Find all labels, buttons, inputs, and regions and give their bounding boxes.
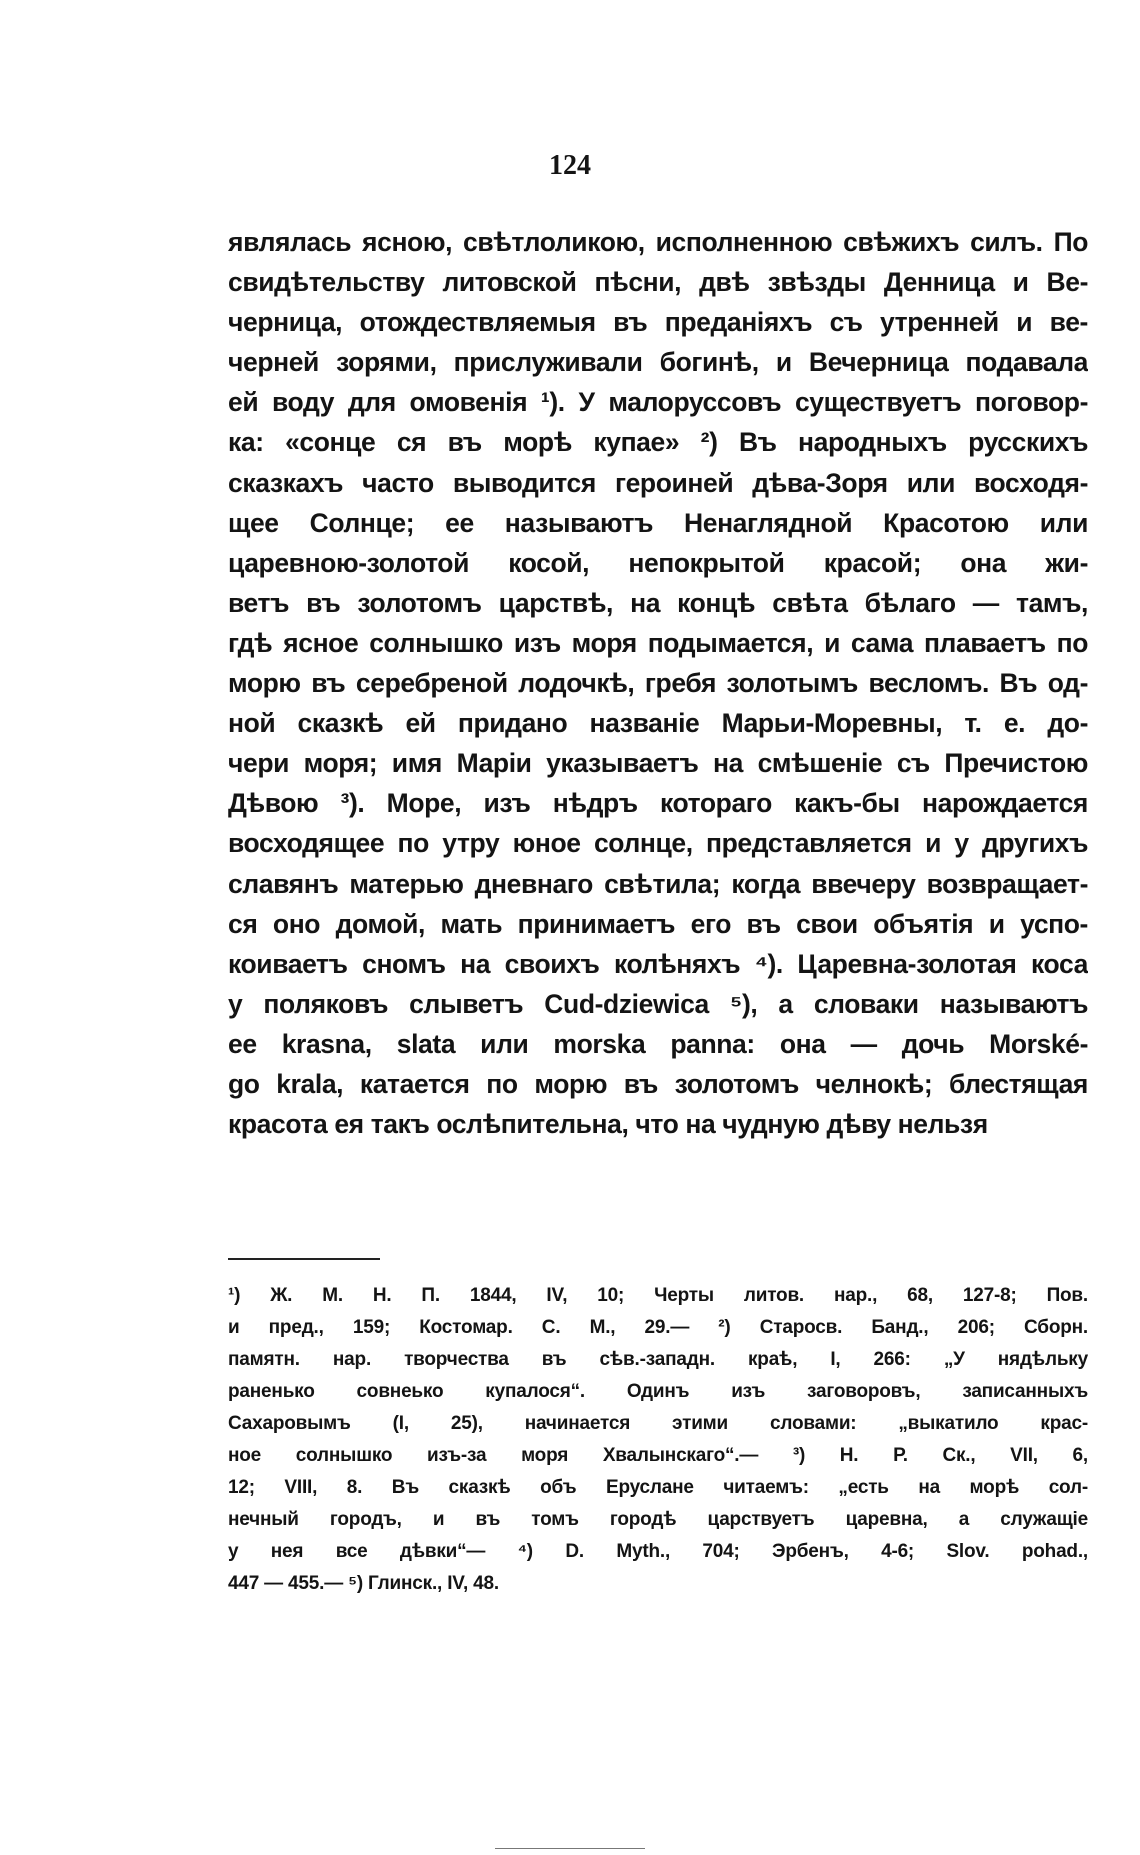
footnote-line: у нея все дѣвки“— ⁴) D. Myth., 704; Эрбенъ, 4-6; Slov. pohad., xyxy=(228,1541,1088,1562)
body-line: щее Солнце; ее называютъ Ненаглядной Красотою или xyxy=(228,507,1088,538)
body-line: чери моря; имя Маріи указываетъ на смѣшеніе съ Пречистою xyxy=(228,748,1088,779)
page-number: 124 xyxy=(549,150,591,181)
body-line: ка: «сонце ся въ морѣ купае» ²) Въ народныхъ русскихъ xyxy=(228,427,1088,458)
body-line: славянъ матерью дневнаго свѣтила; когда ввечеру возвращает- xyxy=(228,868,1088,899)
body-line: морю въ серебреной лодочкѣ, гребя золотымъ весломъ. Въ од- xyxy=(228,668,1088,699)
footnote-separator xyxy=(228,1258,380,1260)
body-line: красота ея такъ ослѣпительна, что на чудную дѣву нельзя xyxy=(228,1109,988,1140)
footnote-line: нечный городъ, и въ томъ городѣ царствуетъ царевна, а служащіе xyxy=(228,1509,1088,1530)
body-line: сказкахъ часто выводится героиней дѣва-Зоря или восходя- xyxy=(228,467,1088,498)
body-line: коиваетъ сномъ на своихъ колѣняхъ ⁴). Царевна-золотая коса xyxy=(228,948,1088,979)
body-line: восходящее по утру юное солнце, представляется и у другихъ xyxy=(228,828,1088,859)
footnote-line: Сахаровымъ (I, 25), начинается этими словами: „выкатило крас- xyxy=(228,1413,1088,1434)
body-line: ей воду для омовенія ¹). У малоруссовъ существуетъ поговор- xyxy=(228,387,1088,418)
bottom-edge-mark xyxy=(495,1848,645,1849)
body-line: у поляковъ слыветъ Cud-dziewica ⁵), а словаки называютъ xyxy=(228,988,1088,1019)
body-line: царевною-золотой косой, непокрытой красой; она жи- xyxy=(228,547,1088,578)
footnote-line: ное солнышко изъ-за моря Хвалынскаго“.— ³) Н. Р. Ск., VII, 6, xyxy=(228,1445,1088,1466)
body-line: свидѣтельству литовской пѣсни, двѣ звѣзды Денница и Ве- xyxy=(228,267,1088,298)
body-line: ее krasna, slata или morska panna: она — дочь Morské- xyxy=(228,1028,1088,1059)
footnote-line: раненько совнеько купалося“. Одинъ изъ заговоровъ, записанныхъ xyxy=(228,1381,1088,1402)
body-line: go krala, катается по морю въ золотомъ челнокѣ; блестящая xyxy=(228,1068,1088,1099)
body-line: ной сказкѣ ей придано названіе Марьи-Моревны, т. е. до- xyxy=(228,708,1088,739)
body-line: гдѣ ясное солнышко изъ моря подымается, и сама плаваетъ по xyxy=(228,627,1088,658)
footnote-line: 12; VIII, 8. Въ сказкѣ объ Еруслане читаемъ: „есть на морѣ сол- xyxy=(228,1477,1088,1498)
body-text xyxy=(228,222,1088,1144)
footnote-line: ¹) Ж. М. Н. П. 1844, IV, 10; Черты литов. нар., 68, 127-8; Пов. xyxy=(228,1285,1088,1306)
body-line: черней зорями, прислуживали богинѣ, и Вечерница подавала xyxy=(228,347,1088,378)
footnote-line: памятн. нар. творчества въ сѣв.-западн. краѣ, I, 266: „У нядѣльку xyxy=(228,1349,1088,1370)
body-line: являлась ясною, свѣтлоликою, исполненною свѣжихъ силъ. По xyxy=(228,227,1088,257)
footnote-line: 447 — 455.— ⁵) Глинск., IV, 48. xyxy=(228,1573,499,1594)
body-line: ветъ въ золотомъ царствѣ, на концѣ свѣта бѣлаго — тамъ, xyxy=(228,587,1088,618)
body-line: ся оно домой, мать принимаетъ его въ свои объятія и успо- xyxy=(228,908,1088,939)
footnote-line: и пред., 159; Костомар. С. М., 29.— ²) Старосв. Банд., 206; Сборн. xyxy=(228,1317,1088,1338)
body-line: черница, отождествляемыя въ преданіяхъ съ утренней и ве- xyxy=(228,307,1088,338)
body-line: Дѣвою ³). Море, изъ нѣдръ котораго какъ-бы нарождается xyxy=(228,788,1088,819)
footnotes xyxy=(228,1280,1088,1600)
